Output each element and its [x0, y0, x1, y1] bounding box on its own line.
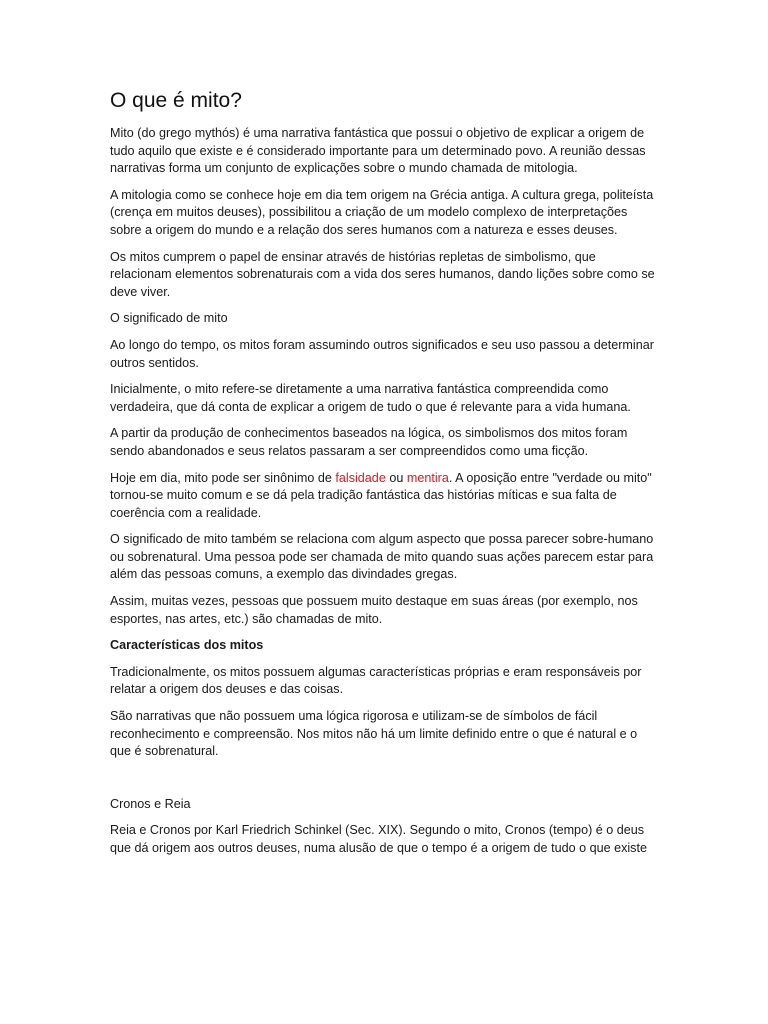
caption-heading-cronos: Cronos e Reia: [110, 796, 191, 811]
paragraph-intro: Mito (do grego mythós) é uma narrativa fantástica que possui o objetivo de explicar a origem de tudo aquilo que existe e é considerado importante para um determinado povo. A reunião dessas narrativas forma um conjunto de explicações sobre o mundo chamada de mitologia.: [110, 126, 646, 176]
paragraph-meanings: Ao longo do tempo, os mitos foram assumindo outros significados e seu uso passou a determinar outros sentidos.: [110, 337, 654, 370]
caption-cronos-reia: Reia e Cronos por Karl Friedrich Schinkel (Sec. XIX). Segundo o mito, Cronos (tempo) é o deus que dá origem aos outros deuses, numa alusão de que o tempo é a origem de tudo o que existe: [110, 823, 647, 855]
section-heading-caracteristicas: Características dos mitos: [110, 638, 264, 653]
section-heading-significado: O significado de mito: [110, 311, 228, 326]
document-body: [110, 88, 660, 867]
paragraph-synonym: [110, 470, 660, 523]
text-segment: . A oposição entre "verdade ou mito" tornou-se muito comum e se dá pela tradição fantástica das histórias míticas e sua falta de coerência com a realidade.: [110, 470, 652, 520]
link-falsidade[interactable]: falsidade: [335, 470, 386, 485]
paragraph-narratives: São narrativas que não possuem uma lógica rigorosa e utilizam-se de símbolos de fácil reconhecimento e compreensão. Nos mitos não há um limite definido entre o que é natural e o que é sobrenatural.: [110, 709, 638, 759]
text-segment: Hoje em dia, mito pode ser sinônimo de: [110, 470, 336, 485]
paragraph-traditional: Tradicionalmente, os mitos possuem algumas características próprias e eram responsáveis por relatar a origem dos deuses e das coisas.: [110, 664, 642, 697]
paragraph-initial-meaning: Inicialmente, o mito refere-se diretamente a uma narrativa fantástica compreendida como verdadeira, que dá conta de explicar a origem de tudo o que é relevante para a vida humana.: [110, 382, 631, 414]
text-segment: ou: [385, 470, 407, 485]
page-title: O que é mito?: [110, 89, 242, 112]
paragraph-logic: A partir da produção de conhecimentos baseados na lógica, os simbolismos dos mitos foram sendo abandonados e seus relatos passaram a ser compreendidos como uma ficção.: [110, 426, 628, 458]
spacer: [110, 770, 660, 796]
paragraph-famous-people: Assim, muitas vezes, pessoas que possuem muito destaque em suas áreas (por exemplo, nos esportes, nas artes, etc.) são chamadas de mito.: [110, 594, 638, 626]
paragraph-greek-mythology: A mitologia como se conhece hoje em dia tem origem na Grécia antiga. A cultura grega, politeísta (crença em muitos deuses), possibilitou a criação de um modelo complexo de interpretações sobre a origem do mundo e a relação dos seres humanos com a natureza e esses deuses.: [110, 187, 654, 237]
paragraph-myth-role: Os mitos cumprem o papel de ensinar através de histórias repletas de simbolismo, que relacionam elementos sobrenaturais com a vida dos seres humanos, dando lições sobre como se deve viver.: [110, 249, 655, 299]
paragraph-superhuman: O significado de mito também se relaciona com algum aspecto que possa parecer sobre-humano ou sobrenatural. Uma pessoa pode ser chamada de mito quando suas ações parecem estar para além das pessoas comuns, a exemplo das divindades gregas.: [110, 532, 654, 582]
link-mentira[interactable]: mentira: [406, 470, 449, 485]
